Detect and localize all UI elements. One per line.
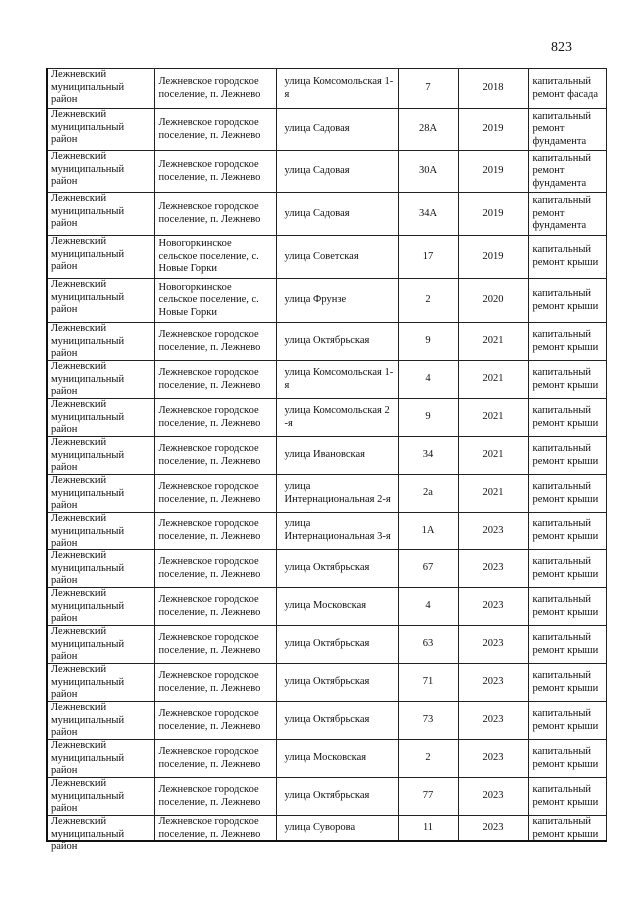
house-number-cell [398, 399, 458, 437]
house-number-cell-text: 77 [422, 790, 434, 802]
house-number-cell-text: 67 [422, 562, 434, 574]
work-type-cell-text: капитальный ремонт крыши [532, 404, 599, 429]
district-cell-text: Лежневский муниципальный район [51, 399, 125, 436]
settlement-cell [154, 437, 276, 475]
table-row [47, 279, 606, 323]
district-cell-text: Лежневский муниципальный район [51, 664, 125, 701]
house-number-cell-text: 9 [425, 335, 431, 347]
street-cell-text: улица Московская [284, 600, 367, 612]
settlement-cell [154, 193, 276, 236]
district-cell [47, 69, 154, 109]
settlement-cell [154, 664, 276, 702]
settlement-cell [154, 513, 276, 550]
year-cell [458, 475, 528, 513]
street-cell [276, 778, 398, 816]
work-type-cell-text: капитальный ремонт крыши [532, 480, 599, 505]
settlement-cell-text: Лежневское городское поселение, п. Лежнево [158, 555, 261, 580]
year-cell [458, 588, 528, 626]
table-row [47, 109, 606, 151]
district-cell-text: Лежневский муниципальный район [51, 109, 125, 146]
year-cell-text: 2023 [482, 638, 504, 650]
settlement-cell [154, 151, 276, 193]
work-type-cell [528, 399, 606, 437]
table-row [47, 399, 606, 437]
year-cell [458, 778, 528, 816]
street-cell-text: улица Октябрьская [284, 335, 370, 347]
district-cell-text: Лежневский муниципальный район [51, 778, 125, 815]
street-cell [276, 664, 398, 702]
district-cell [47, 513, 154, 550]
settlement-cell [154, 69, 276, 109]
street-cell [276, 399, 398, 437]
year-cell-text: 2023 [482, 790, 504, 802]
work-type-cell-text: капитальный ремонт крыши [532, 518, 599, 542]
table-row [47, 778, 606, 816]
work-type-cell-text: капитальный ремонт крыши [532, 783, 599, 808]
settlement-cell [154, 702, 276, 740]
settlement-cell [154, 236, 276, 279]
street-cell-text: улица Комсомольская 1-я [284, 75, 394, 100]
table-row [47, 740, 606, 778]
house-number-cell-text: 2 [425, 294, 431, 306]
street-cell [276, 437, 398, 475]
street-cell [276, 236, 398, 279]
work-type-cell [528, 69, 606, 109]
year-cell-text: 2020 [482, 294, 504, 306]
table-row [47, 437, 606, 475]
street-cell-text: улица Садовая [284, 207, 350, 219]
work-type-cell-text: капитальный ремонт крыши [532, 593, 599, 618]
year-cell [458, 513, 528, 550]
street-cell [276, 361, 398, 399]
settlement-cell-text: Лежневское городское поселение, п. Лежнево [158, 366, 261, 391]
settlement-cell [154, 740, 276, 778]
house-number-cell-text: 11 [422, 821, 434, 833]
street-cell [276, 513, 398, 550]
house-number-cell [398, 816, 458, 842]
street-cell [276, 109, 398, 151]
year-cell-text: 2023 [482, 821, 504, 833]
year-cell [458, 279, 528, 323]
street-cell-text: улица Октябрьская [284, 638, 370, 650]
district-cell-text: Лежневский муниципальный район [51, 151, 125, 188]
district-cell-text: Лежневский муниципальный район [51, 437, 125, 474]
work-type-cell [528, 588, 606, 626]
table-row [47, 151, 606, 193]
house-number-cell [398, 664, 458, 702]
year-cell-text: 2023 [482, 676, 504, 688]
street-cell-text: улица Комсомольская 1-я [284, 366, 394, 391]
street-cell [276, 550, 398, 588]
work-type-cell-text: капитальный ремонт крыши [532, 555, 599, 580]
settlement-cell [154, 399, 276, 437]
work-type-cell [528, 323, 606, 361]
house-number-cell [398, 513, 458, 550]
buildings-table [46, 68, 607, 853]
settlement-cell-text: Лежневское городское поселение, п. Лежнево [158, 783, 261, 808]
district-cell [47, 437, 154, 475]
district-cell-text: Лежневский муниципальный район [51, 193, 125, 230]
table-row [47, 816, 606, 842]
year-cell [458, 151, 528, 193]
settlement-cell [154, 279, 276, 323]
table-row [47, 193, 606, 236]
work-type-cell [528, 236, 606, 279]
settlement-cell-text: Лежневское городское поселение, п. Лежнево [158, 75, 261, 100]
year-cell-text: 2019 [482, 123, 504, 135]
house-number-cell-text: 28А [418, 123, 438, 135]
street-cell-text: улица Садовая [284, 165, 350, 177]
street-cell [276, 279, 398, 323]
street-cell [276, 626, 398, 664]
settlement-cell-text: Лежневское городское поселение, п. Лежнево [158, 518, 261, 542]
settlement-cell [154, 626, 276, 664]
street-cell [276, 151, 398, 193]
year-cell-text: 2021 [482, 487, 504, 499]
work-type-cell-text: капитальный ремонт крыши [532, 816, 599, 840]
district-cell-text: Лежневский муниципальный район [51, 626, 125, 663]
street-cell-text: улица Октябрьская [284, 790, 370, 802]
district-cell-text: Лежневский муниципальный район [51, 475, 125, 512]
settlement-cell [154, 550, 276, 588]
year-cell-text: 2023 [482, 600, 504, 612]
district-cell [47, 626, 154, 664]
settlement-cell-text: Лежневское городское поселение, п. Лежнево [158, 593, 261, 618]
work-type-cell-text: капитальный ремонт крыши [532, 442, 599, 467]
street-cell-text: улица Комсомольская 2 -я [284, 404, 390, 429]
settlement-cell-text: Лежневское городское поселение, п. Лежнево [158, 745, 261, 770]
table-row [47, 626, 606, 664]
year-cell-text: 2023 [482, 562, 504, 574]
house-number-cell-text: 4 [425, 600, 431, 612]
street-cell [276, 193, 398, 236]
work-type-cell-text: капитальный ремонт крыши [532, 366, 599, 391]
year-cell [458, 702, 528, 740]
settlement-cell-text: Лежневское городское поселение, п. Лежнево [158, 116, 261, 141]
house-number-cell [398, 778, 458, 816]
work-type-cell-text: капитальный ремонт крыши [532, 328, 599, 353]
house-number-cell [398, 236, 458, 279]
house-number-cell [398, 588, 458, 626]
district-cell [47, 588, 154, 626]
year-cell [458, 740, 528, 778]
year-cell-text: 2021 [482, 373, 504, 385]
district-cell [47, 702, 154, 740]
year-cell [458, 816, 528, 842]
district-cell [47, 361, 154, 399]
house-number-cell-text: 71 [422, 676, 434, 688]
street-cell-text: улица Интернациональная 2-я [284, 480, 391, 505]
settlement-cell-text: Лежневское городское поселение, п. Лежнево [158, 669, 261, 694]
settlement-cell-text: Лежневское городское поселение, п. Лежнево [158, 707, 261, 732]
house-number-cell [398, 702, 458, 740]
house-number-cell [398, 437, 458, 475]
work-type-cell [528, 778, 606, 816]
work-type-cell-text: капитальный ремонт фундамента [532, 152, 591, 189]
district-cell-text: Лежневский муниципальный район [51, 513, 125, 550]
table-row [47, 323, 606, 361]
work-type-cell-text: капитальный ремонт крыши [532, 631, 599, 656]
year-cell [458, 664, 528, 702]
table-row [47, 361, 606, 399]
year-cell-text: 2019 [482, 165, 504, 177]
district-cell [47, 109, 154, 151]
house-number-cell [398, 193, 458, 236]
work-type-cell [528, 279, 606, 323]
year-cell [458, 109, 528, 151]
house-number-cell [398, 323, 458, 361]
district-cell-text: Лежневский муниципальный район [51, 236, 125, 273]
year-cell-text: 2019 [482, 207, 504, 219]
house-number-cell [398, 550, 458, 588]
street-cell-text: улица Октябрьская [284, 562, 370, 574]
district-cell [47, 778, 154, 816]
street-cell [276, 475, 398, 513]
table-row [47, 550, 606, 588]
street-cell [276, 323, 398, 361]
street-cell-text: улица Октябрьская [284, 714, 370, 726]
district-cell-text: Лежневский муниципальный район [51, 69, 125, 106]
settlement-cell-text: Лежневское городское поселение, п. Лежнево [158, 328, 261, 353]
year-cell-text: 2021 [482, 449, 504, 461]
year-cell [458, 437, 528, 475]
table-row [47, 69, 606, 109]
work-type-cell-text: капитальный ремонт крыши [532, 669, 599, 694]
district-cell [47, 664, 154, 702]
year-cell [458, 361, 528, 399]
district-cell [47, 323, 154, 361]
year-cell [458, 550, 528, 588]
table-row [47, 475, 606, 513]
work-type-cell [528, 664, 606, 702]
house-number-cell [398, 69, 458, 109]
district-cell-text: Лежневский муниципальный район [51, 550, 125, 587]
settlement-cell-text: Лежневское городское поселение, п. Лежнево [158, 158, 261, 183]
settlement-cell [154, 361, 276, 399]
house-number-cell-text: 34А [418, 207, 438, 219]
street-cell-text: улица Ивановская [284, 449, 365, 461]
street-cell-text: улица Суворова [284, 821, 356, 833]
work-type-cell [528, 151, 606, 193]
house-number-cell-text: 2 [425, 752, 431, 764]
work-type-cell [528, 109, 606, 151]
house-number-cell-text: 17 [422, 250, 434, 262]
work-type-cell-text: капитальный ремонт крыши [532, 707, 599, 732]
settlement-cell [154, 475, 276, 513]
district-cell [47, 193, 154, 236]
work-type-cell [528, 740, 606, 778]
district-cell [47, 236, 154, 279]
house-number-cell [398, 626, 458, 664]
work-type-cell [528, 361, 606, 399]
district-cell-text: Лежневский муниципальный район [51, 323, 125, 360]
settlement-cell [154, 588, 276, 626]
district-cell-text: Лежневский муниципальный район [51, 279, 125, 316]
district-cell [47, 151, 154, 193]
work-type-cell-text: капитальный ремонт крыши [532, 287, 599, 312]
year-cell-text: 2021 [482, 411, 504, 423]
street-cell-text: улица Садовая [284, 123, 350, 135]
house-number-cell [398, 361, 458, 399]
settlement-cell-text: Новогоркинское сельское поселение, с. Новые Горки [158, 281, 259, 318]
year-cell [458, 69, 528, 109]
year-cell-text: 2023 [482, 524, 504, 536]
work-type-cell [528, 193, 606, 236]
page-number: 823 [551, 40, 572, 55]
district-cell [47, 399, 154, 437]
work-type-cell [528, 626, 606, 664]
work-type-cell-text: капитальный ремонт фундамента [532, 195, 591, 232]
year-cell [458, 236, 528, 279]
house-number-cell-text: 9 [425, 411, 431, 423]
work-type-cell-text: капитальный ремонт фундамента [532, 110, 591, 147]
work-type-cell [528, 550, 606, 588]
district-cell-text: Лежневский муниципальный район [51, 361, 125, 398]
year-cell [458, 399, 528, 437]
year-cell-text: 2023 [482, 752, 504, 764]
house-number-cell-text: 73 [422, 714, 434, 726]
street-cell [276, 702, 398, 740]
house-number-cell-text: 7 [425, 82, 431, 94]
street-cell-text: улица Октябрьская [284, 676, 370, 688]
year-cell-text: 2023 [482, 714, 504, 726]
year-cell-text: 2018 [482, 82, 504, 94]
table-row [47, 588, 606, 626]
house-number-cell-text: 1А [421, 524, 435, 536]
table-row [47, 664, 606, 702]
table-row [47, 513, 606, 550]
settlement-cell [154, 816, 276, 842]
settlement-cell-text: Лежневское городское поселение, п. Лежнево [158, 816, 261, 840]
house-number-cell [398, 475, 458, 513]
settlement-cell-text: Лежневское городское поселение, п. Лежнево [158, 201, 261, 225]
street-cell-text: улица Интернациональная 3-я [284, 518, 391, 542]
work-type-cell [528, 702, 606, 740]
table-row [47, 702, 606, 740]
year-cell [458, 323, 528, 361]
settlement-cell [154, 323, 276, 361]
settlement-cell-text: Лежневское городское поселение, п. Лежнево [158, 480, 261, 505]
house-number-cell-text: 30А [418, 165, 438, 177]
street-cell-text: улица Фрунзе [284, 294, 347, 306]
street-cell [276, 69, 398, 109]
year-cell-text: 2021 [482, 335, 504, 347]
house-number-cell-text: 2а [423, 487, 433, 499]
year-cell [458, 193, 528, 236]
street-cell-text: улица Московская [284, 752, 367, 764]
settlement-cell-text: Лежневское городское поселение, п. Лежнево [158, 404, 261, 429]
street-cell [276, 816, 398, 842]
street-cell [276, 740, 398, 778]
district-cell-text: Лежневский муниципальный район [51, 816, 125, 853]
work-type-cell [528, 437, 606, 475]
district-cell [47, 816, 154, 853]
work-type-cell-text: капитальный ремонт крыши [532, 745, 599, 770]
settlement-cell-text: Лежневское городское поселение, п. Лежнево [158, 442, 261, 467]
street-cell [276, 588, 398, 626]
district-cell [47, 475, 154, 513]
settlement-cell-text: Новогоркинское сельское поселение, с. Новые Горки [158, 238, 259, 275]
house-number-cell-text: 34 [422, 449, 434, 461]
work-type-cell [528, 513, 606, 550]
district-cell-text: Лежневский муниципальный район [51, 740, 125, 777]
district-cell [47, 279, 154, 323]
house-number-cell [398, 740, 458, 778]
settlement-cell [154, 109, 276, 151]
house-number-cell [398, 109, 458, 151]
district-cell [47, 740, 154, 778]
district-cell-text: Лежневский муниципальный район [51, 588, 125, 625]
house-number-cell-text: 63 [422, 638, 434, 650]
work-type-cell [528, 816, 606, 842]
work-type-cell-text: капитальный ремонт крыши [532, 244, 599, 268]
house-number-cell-text: 4 [425, 373, 431, 385]
work-type-cell [528, 475, 606, 513]
settlement-cell-text: Лежневское городское поселение, п. Лежнево [158, 631, 261, 656]
settlement-cell [154, 778, 276, 816]
year-cell-text: 2019 [482, 250, 504, 262]
house-number-cell [398, 279, 458, 323]
table-row [47, 236, 606, 279]
district-cell [47, 550, 154, 588]
district-cell-text: Лежневский муниципальный район [51, 702, 125, 739]
street-cell-text: улица Советская [284, 250, 359, 262]
house-number-cell [398, 151, 458, 193]
year-cell [458, 626, 528, 664]
work-type-cell-text: капитальный ремонт фасада [532, 75, 599, 100]
